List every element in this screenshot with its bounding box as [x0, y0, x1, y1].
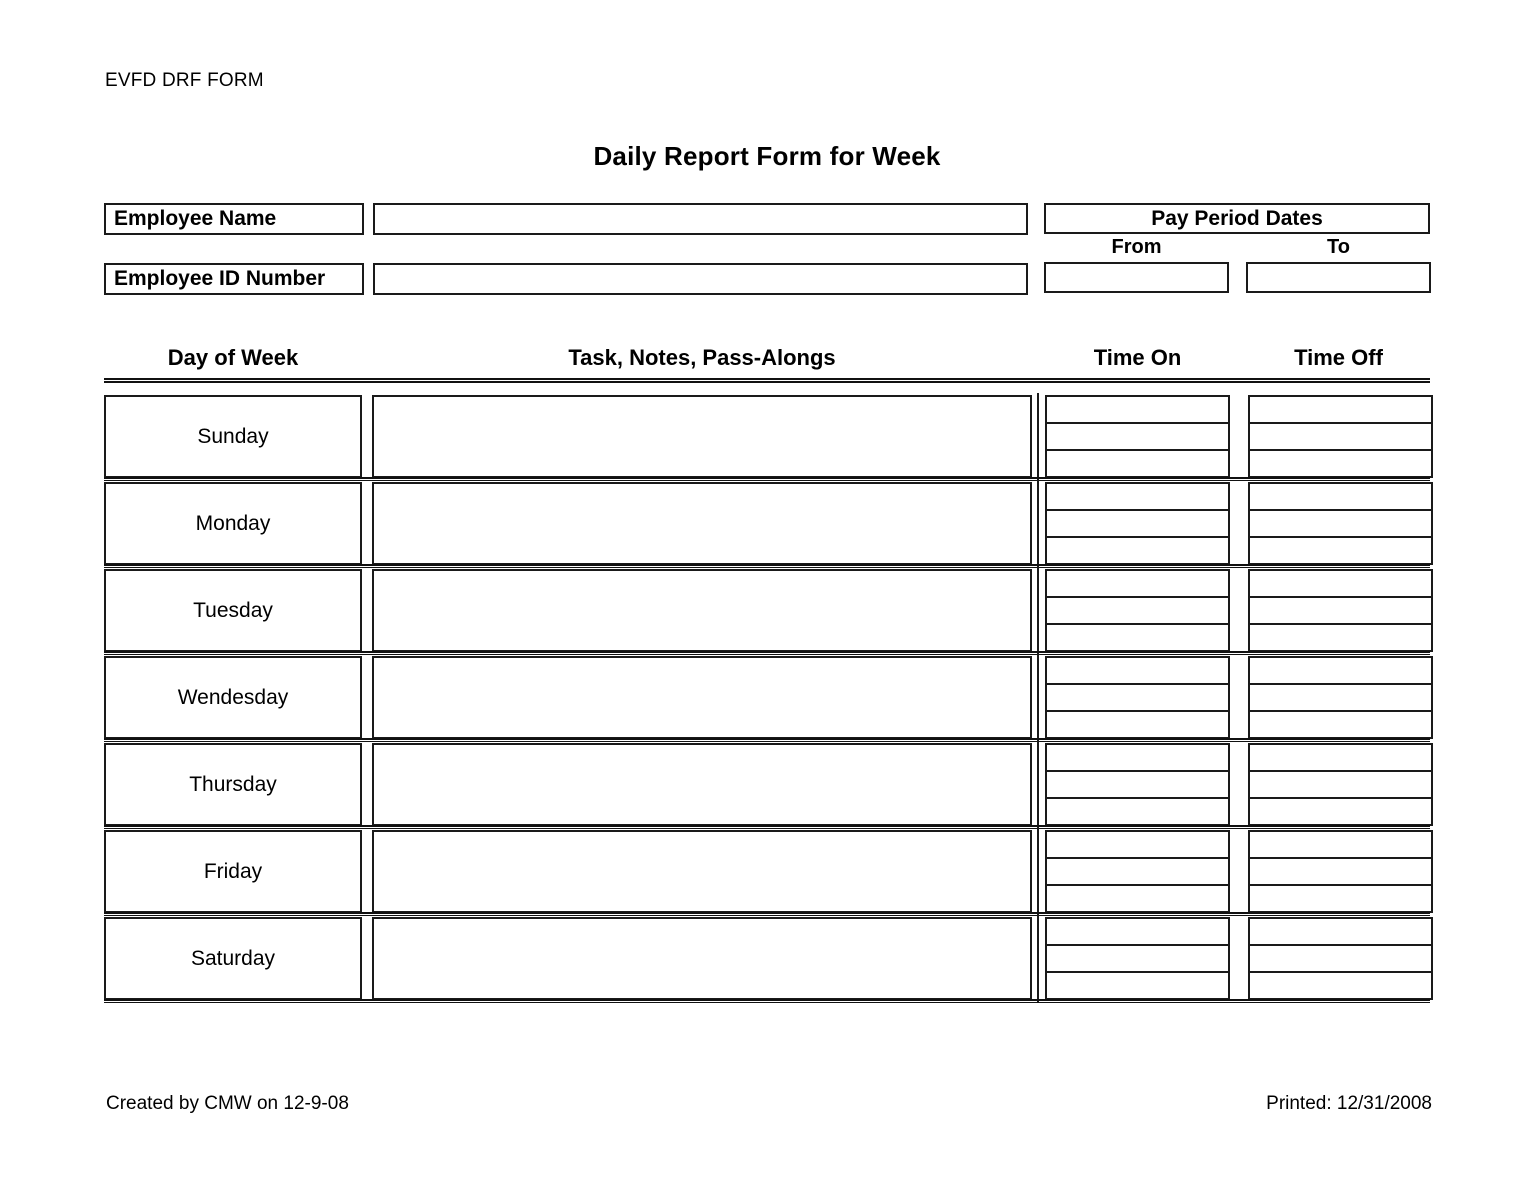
time-on-slot[interactable]: [1047, 685, 1228, 712]
time-on-slot[interactable]: [1047, 571, 1228, 598]
time-off-cell: [1248, 830, 1433, 913]
day-of-week-cell: Monday: [104, 482, 362, 565]
column-divider: [1037, 741, 1039, 828]
time-on-cell: [1045, 656, 1230, 739]
table-row: [104, 567, 1430, 654]
time-off-cell: [1248, 743, 1433, 826]
column-divider: [1037, 393, 1039, 480]
time-on-slot[interactable]: [1047, 886, 1228, 911]
time-off-slot[interactable]: [1250, 511, 1431, 538]
time-on-slot[interactable]: [1047, 598, 1228, 625]
time-on-slot[interactable]: [1047, 424, 1228, 451]
footer-created-by: Created by CMW on 12-9-08: [106, 1093, 349, 1114]
task-notes-field[interactable]: [372, 917, 1032, 1000]
employee-name-field[interactable]: [373, 203, 1028, 235]
time-on-slot[interactable]: [1047, 946, 1228, 973]
column-header-time-off: Time Off: [1294, 345, 1383, 370]
time-off-slot[interactable]: [1250, 745, 1431, 772]
time-on-slot[interactable]: [1047, 799, 1228, 824]
employee-id-label: Employee ID Number: [104, 263, 364, 295]
identity-section: [104, 203, 1434, 303]
time-off-slot[interactable]: [1250, 598, 1431, 625]
time-off-slot[interactable]: [1250, 712, 1431, 737]
task-notes-field[interactable]: [372, 656, 1032, 739]
table-column-headers: [104, 345, 1430, 377]
day-of-week-cell: Friday: [104, 830, 362, 913]
day-of-week-cell: Sunday: [104, 395, 362, 478]
time-on-slot[interactable]: [1047, 451, 1228, 476]
column-divider: [1037, 567, 1039, 654]
time-off-slot[interactable]: [1250, 451, 1431, 476]
pay-period-to-field[interactable]: [1246, 262, 1431, 293]
column-divider: [1037, 828, 1039, 915]
page-title-text: Daily Report Form for Week: [593, 141, 941, 171]
time-off-cell: [1248, 482, 1433, 565]
time-on-slot[interactable]: [1047, 712, 1228, 737]
task-notes-field[interactable]: [372, 743, 1032, 826]
time-on-cell: [1045, 395, 1230, 478]
row-separator: [104, 999, 1430, 1003]
time-on-slot[interactable]: [1047, 919, 1228, 946]
time-on-slot[interactable]: [1047, 538, 1228, 563]
time-off-slot[interactable]: [1250, 973, 1431, 998]
employee-id-field[interactable]: [373, 263, 1028, 295]
pay-period-from-field[interactable]: [1044, 262, 1229, 293]
task-notes-field[interactable]: [372, 569, 1032, 652]
time-on-slot[interactable]: [1047, 973, 1228, 998]
time-off-slot[interactable]: [1250, 397, 1431, 424]
time-off-slot[interactable]: [1250, 658, 1431, 685]
column-divider: [1037, 654, 1039, 741]
time-off-slot[interactable]: [1250, 571, 1431, 598]
time-on-slot[interactable]: [1047, 484, 1228, 511]
time-off-slot[interactable]: [1250, 484, 1431, 511]
time-on-slot[interactable]: [1047, 658, 1228, 685]
time-off-slot[interactable]: [1250, 886, 1431, 911]
time-off-slot[interactable]: [1250, 946, 1431, 973]
column-header-task-notes: Task, Notes, Pass-Alongs: [568, 345, 836, 370]
time-off-cell: [1248, 917, 1433, 1000]
time-off-slot[interactable]: [1250, 772, 1431, 799]
time-on-slot[interactable]: [1047, 772, 1228, 799]
time-off-slot[interactable]: [1250, 799, 1431, 824]
time-off-slot[interactable]: [1250, 919, 1431, 946]
time-off-cell: [1248, 569, 1433, 652]
time-on-slot[interactable]: [1047, 859, 1228, 886]
day-of-week-cell: Thursday: [104, 743, 362, 826]
time-on-cell: [1045, 830, 1230, 913]
time-off-slot[interactable]: [1250, 625, 1431, 650]
column-divider: [1037, 480, 1039, 567]
day-of-week-cell: Saturday: [104, 917, 362, 1000]
footer-printed-date: Printed: 12/31/2008: [1266, 1093, 1432, 1114]
page-title: [0, 141, 1536, 172]
time-on-slot[interactable]: [1047, 745, 1228, 772]
time-off-slot[interactable]: [1250, 424, 1431, 451]
column-header-time-on: Time On: [1093, 345, 1182, 370]
table-row: [104, 393, 1430, 480]
table-row: [104, 915, 1430, 1002]
pay-period-from-label: From: [1111, 236, 1162, 258]
day-of-week-cell: Wendesday: [104, 656, 362, 739]
column-divider: [1037, 915, 1039, 1002]
time-off-cell: [1248, 656, 1433, 739]
employee-name-label: Employee Name: [104, 203, 364, 235]
time-on-cell: [1045, 569, 1230, 652]
task-notes-field[interactable]: [372, 830, 1032, 913]
day-of-week-cell: Tuesday: [104, 569, 362, 652]
table-header-rule: [104, 378, 1430, 383]
task-notes-field[interactable]: [372, 395, 1032, 478]
table-row: [104, 480, 1430, 567]
task-notes-field[interactable]: [372, 482, 1032, 565]
time-on-slot[interactable]: [1047, 832, 1228, 859]
pay-period-to-label: To: [1327, 236, 1350, 258]
time-on-cell: [1045, 743, 1230, 826]
table-row: [104, 741, 1430, 828]
table-body: [104, 393, 1430, 1002]
time-on-slot[interactable]: [1047, 511, 1228, 538]
time-off-slot[interactable]: [1250, 685, 1431, 712]
time-off-slot[interactable]: [1250, 832, 1431, 859]
document-header-label: EVFD DRF FORM: [105, 70, 264, 91]
time-on-cell: [1045, 482, 1230, 565]
time-on-slot[interactable]: [1047, 397, 1228, 424]
time-on-slot[interactable]: [1047, 625, 1228, 650]
time-on-cell: [1045, 917, 1230, 1000]
time-off-slot[interactable]: [1250, 538, 1431, 563]
column-header-day-of-week: Day of Week: [167, 345, 299, 370]
time-off-slot[interactable]: [1250, 859, 1431, 886]
table-row: [104, 654, 1430, 741]
table-row: [104, 828, 1430, 915]
time-off-cell: [1248, 395, 1433, 478]
pay-period-dates-label: Pay Period Dates: [1044, 203, 1430, 234]
